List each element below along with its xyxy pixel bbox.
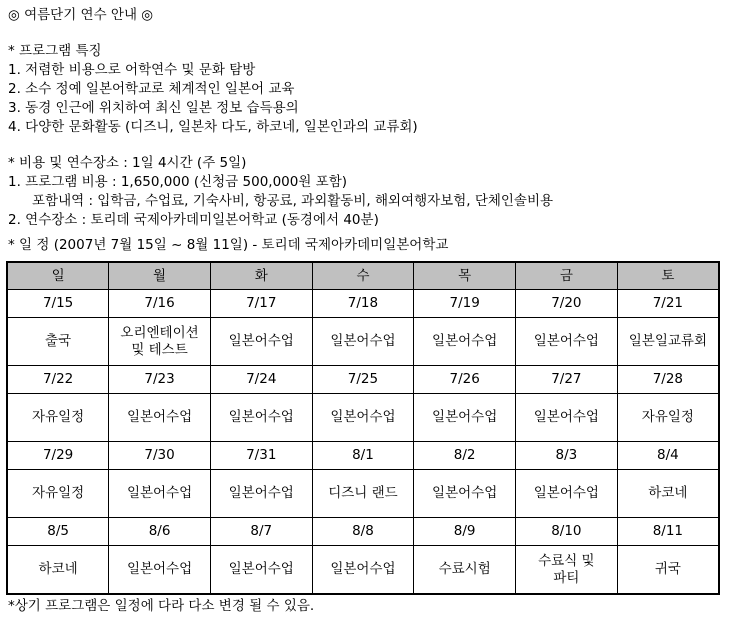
activity-cell: 일본어수업 [312,318,414,366]
date-cell: 8/2 [414,442,516,470]
schedule-table [6,261,720,595]
date-row [7,442,719,470]
weekday-header-row [7,262,719,290]
date-cell: 7/20 [516,290,618,318]
date-cell: 7/29 [7,442,109,470]
date-cell: 8/10 [516,518,618,546]
date-cell: 8/8 [312,518,414,546]
activity-row [7,394,719,442]
weekday-header: 목 [414,262,516,290]
doc-title: ◎ 여름단기 연수 안내 ◎ [8,7,154,23]
date-cell: 8/6 [109,518,211,546]
activity-cell: 하코네 [7,546,109,595]
date-cell: 7/22 [7,366,109,394]
date-cell: 7/25 [312,366,414,394]
date-cell: 8/3 [516,442,618,470]
date-cell: 8/5 [7,518,109,546]
activity-cell: 귀국 [617,546,719,595]
date-cell: 7/15 [7,290,109,318]
date-cell: 7/31 [210,442,312,470]
activity-cell: 자유일정 [7,470,109,518]
activity-cell: 수료시험 [414,546,516,595]
activity-cell: 일본어수업 [414,470,516,518]
weekday-header: 일 [7,262,109,290]
activity-row [7,470,719,518]
weekday-header: 수 [312,262,414,290]
date-cell: 7/19 [414,290,516,318]
activity-cell: 일본어수업 [516,470,618,518]
date-cell: 7/17 [210,290,312,318]
date-cell: 7/24 [210,366,312,394]
activity-cell: 하코네 [617,470,719,518]
activity-cell: 일본어수업 [312,394,414,442]
weekday-header: 토 [617,262,719,290]
activity-cell: 출국 [7,318,109,366]
cost-heading: * 비용 및 연수장소 : 1일 4시간 (주 5일) [8,155,247,171]
activity-cell: 일본어수업 [210,546,312,595]
activity-cell: 수료식 및 파티 [516,546,618,595]
date-cell: 7/18 [312,290,414,318]
date-row [7,366,719,394]
activity-cell: 일본일교류회 [617,318,719,366]
features-heading: * 프로그램 특징 [8,43,102,59]
date-cell: 7/26 [414,366,516,394]
weekday-header: 금 [516,262,618,290]
date-cell: 7/28 [617,366,719,394]
activity-cell: 자유일정 [7,394,109,442]
activity-cell: 오리엔테이션 및 테스트 [109,318,211,366]
date-cell: 7/21 [617,290,719,318]
activity-cell: 자유일정 [617,394,719,442]
date-cell: 8/11 [617,518,719,546]
date-cell: 8/4 [617,442,719,470]
date-cell: 8/9 [414,518,516,546]
schedule-body [7,290,719,595]
activity-cell: 일본어수업 [210,318,312,366]
activity-cell: 디즈니 랜드 [312,470,414,518]
cost-included: 포함내역 : 입학금, 수업료, 기숙사비, 항공료, 과외활동비, 해외여행자보험, 단체인솔비용 [32,193,554,209]
schedule-heading: * 일 정 (2007년 7월 15일 ~ 8월 11일) - 토리데 국제아카데미일본어학교 [8,237,449,253]
weekday-header: 월 [109,262,211,290]
feature-item: 3. 동경 인근에 위치하여 최신 일본 정보 습득용의 [8,100,299,116]
activity-row [7,318,719,366]
activity-cell: 일본어수업 [312,546,414,595]
feature-item: 4. 다양한 문화활동 (디즈니, 일본차 다도, 하코네, 일본인과의 교류회) [8,119,418,135]
cost-line: 1. 프로그램 비용 : 1,650,000 (신청금 500,000원 포함) [8,174,348,190]
activity-cell: 일본어수업 [210,470,312,518]
activity-cell: 일본어수업 [414,394,516,442]
date-cell: 7/30 [109,442,211,470]
date-cell: 8/7 [210,518,312,546]
activity-row [7,546,719,595]
activity-cell: 일본어수업 [516,394,618,442]
activity-cell: 일본어수업 [109,394,211,442]
activity-cell: 일본어수업 [210,394,312,442]
date-row [7,518,719,546]
footnote: *상기 프로그램은 일정에 다라 다소 변경 될 수 있음. [8,598,315,614]
date-cell: 8/1 [312,442,414,470]
activity-cell: 일본어수업 [109,546,211,595]
activity-cell: 일본어수업 [516,318,618,366]
activity-cell: 일본어수업 [109,470,211,518]
date-cell: 7/16 [109,290,211,318]
feature-item: 1. 저렴한 비용으로 어학연수 및 문화 탐방 [8,62,256,78]
date-row [7,290,719,318]
date-cell: 7/27 [516,366,618,394]
activity-cell: 일본어수업 [414,318,516,366]
weekday-header: 화 [210,262,312,290]
venue-line: 2. 연수장소 : 토리데 국제아카데미일본어학교 (동경에서 40분) [8,212,379,228]
date-cell: 7/23 [109,366,211,394]
feature-item: 2. 소수 정예 일본어학교로 체계적인 일본어 교육 [8,81,295,97]
